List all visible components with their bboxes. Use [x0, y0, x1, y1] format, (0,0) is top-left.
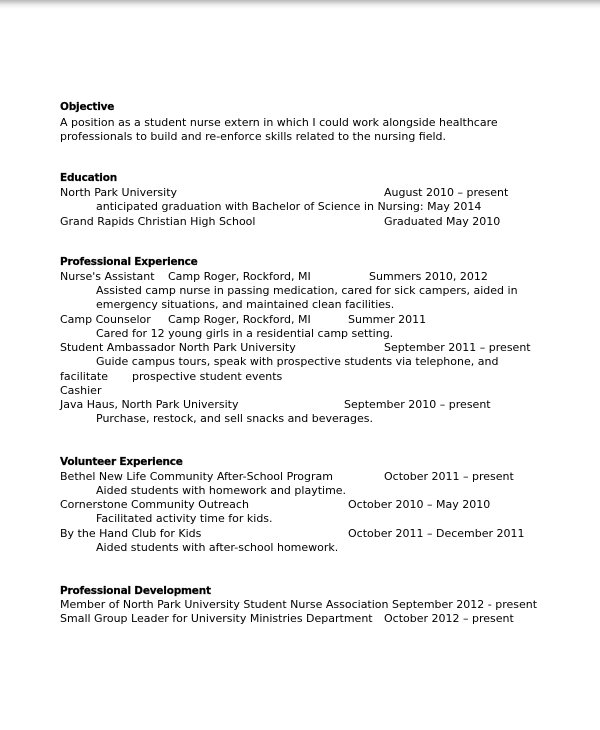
- job-3-desc-2b: prospective student events: [132, 370, 283, 383]
- volunteer-2-date: October 2010 – May 2010: [348, 498, 491, 511]
- volunteer-3-desc: Aided students with after-school homework.: [96, 541, 339, 554]
- volunteer-1-desc: Aided students with homework and playtime.: [96, 484, 347, 497]
- objective-line-2: professionals to build and re-enforce skills related to the nursing field.: [60, 130, 447, 143]
- volunteer-heading: Volunteer Experience: [60, 456, 183, 468]
- education-school-1-detail: anticipated graduation with Bachelor of Science in Nursing: May 2014: [96, 200, 482, 213]
- job-1-org: Camp Roger, Rockford, MI: [168, 270, 311, 283]
- job-2-date: Summer 2011: [348, 313, 427, 326]
- education-heading: Education: [60, 172, 117, 184]
- volunteer-2-desc: Facilitated activity time for kids.: [96, 512, 273, 525]
- job-4-org: Java Haus, North Park University: [60, 398, 239, 411]
- development-heading: Professional Development: [60, 585, 211, 597]
- job-4-date: September 2010 – present: [344, 398, 491, 411]
- volunteer-1-org: Bethel New Life Community After-School Program: [60, 470, 333, 483]
- top-shadow: [0, 0, 600, 9]
- volunteer-1-date: October 2011 – present: [384, 470, 514, 483]
- job-3-desc-2a: facilitate: [60, 370, 108, 383]
- education-school-1-date: August 2010 – present: [384, 186, 509, 199]
- experience-heading: Professional Experience: [60, 256, 198, 268]
- job-4-desc: Purchase, restock, and sell snacks and beverages.: [96, 412, 374, 425]
- job-3-desc-1: Guide campus tours, speak with prospective students via telephone, and: [96, 355, 499, 368]
- job-2-title: Camp Counselor: [60, 313, 151, 326]
- job-1-date: Summers 2010, 2012: [369, 270, 488, 283]
- job-3-date: September 2011 – present: [384, 341, 531, 354]
- job-4-title: Cashier: [60, 384, 102, 397]
- development-2-org: Small Group Leader for University Ministries Department: [60, 612, 373, 625]
- job-2-org: Camp Roger, Rockford, MI: [168, 313, 311, 326]
- job-3-title: Student Ambassador North Park University: [60, 341, 296, 354]
- job-2-desc: Cared for 12 young girls in a residential camp setting.: [96, 327, 394, 340]
- education-school-2-date: Graduated May 2010: [384, 215, 501, 228]
- objective-line-1: A position as a student nurse extern in which I could work alongside healthcare: [60, 116, 498, 129]
- education-school-2: Grand Rapids Christian High School: [60, 215, 256, 228]
- development-2-date: October 2012 – present: [384, 612, 514, 625]
- volunteer-2-org: Cornerstone Community Outreach: [60, 498, 249, 511]
- objective-heading: Objective: [60, 101, 115, 113]
- job-1-desc-2: emergency situations, and maintained clean facilities.: [96, 298, 395, 311]
- job-1-desc-1: Assisted camp nurse in passing medication, cared for sick campers, aided in: [96, 284, 518, 297]
- volunteer-3-date: October 2011 – December 2011: [348, 527, 525, 540]
- volunteer-3-org: By the Hand Club for Kids: [60, 527, 202, 540]
- education-school-1: North Park University: [60, 186, 178, 199]
- job-1-title: Nurse's Assistant: [60, 270, 155, 283]
- development-1: Member of North Park University Student Nurse Association September 2012 - present: [60, 598, 538, 611]
